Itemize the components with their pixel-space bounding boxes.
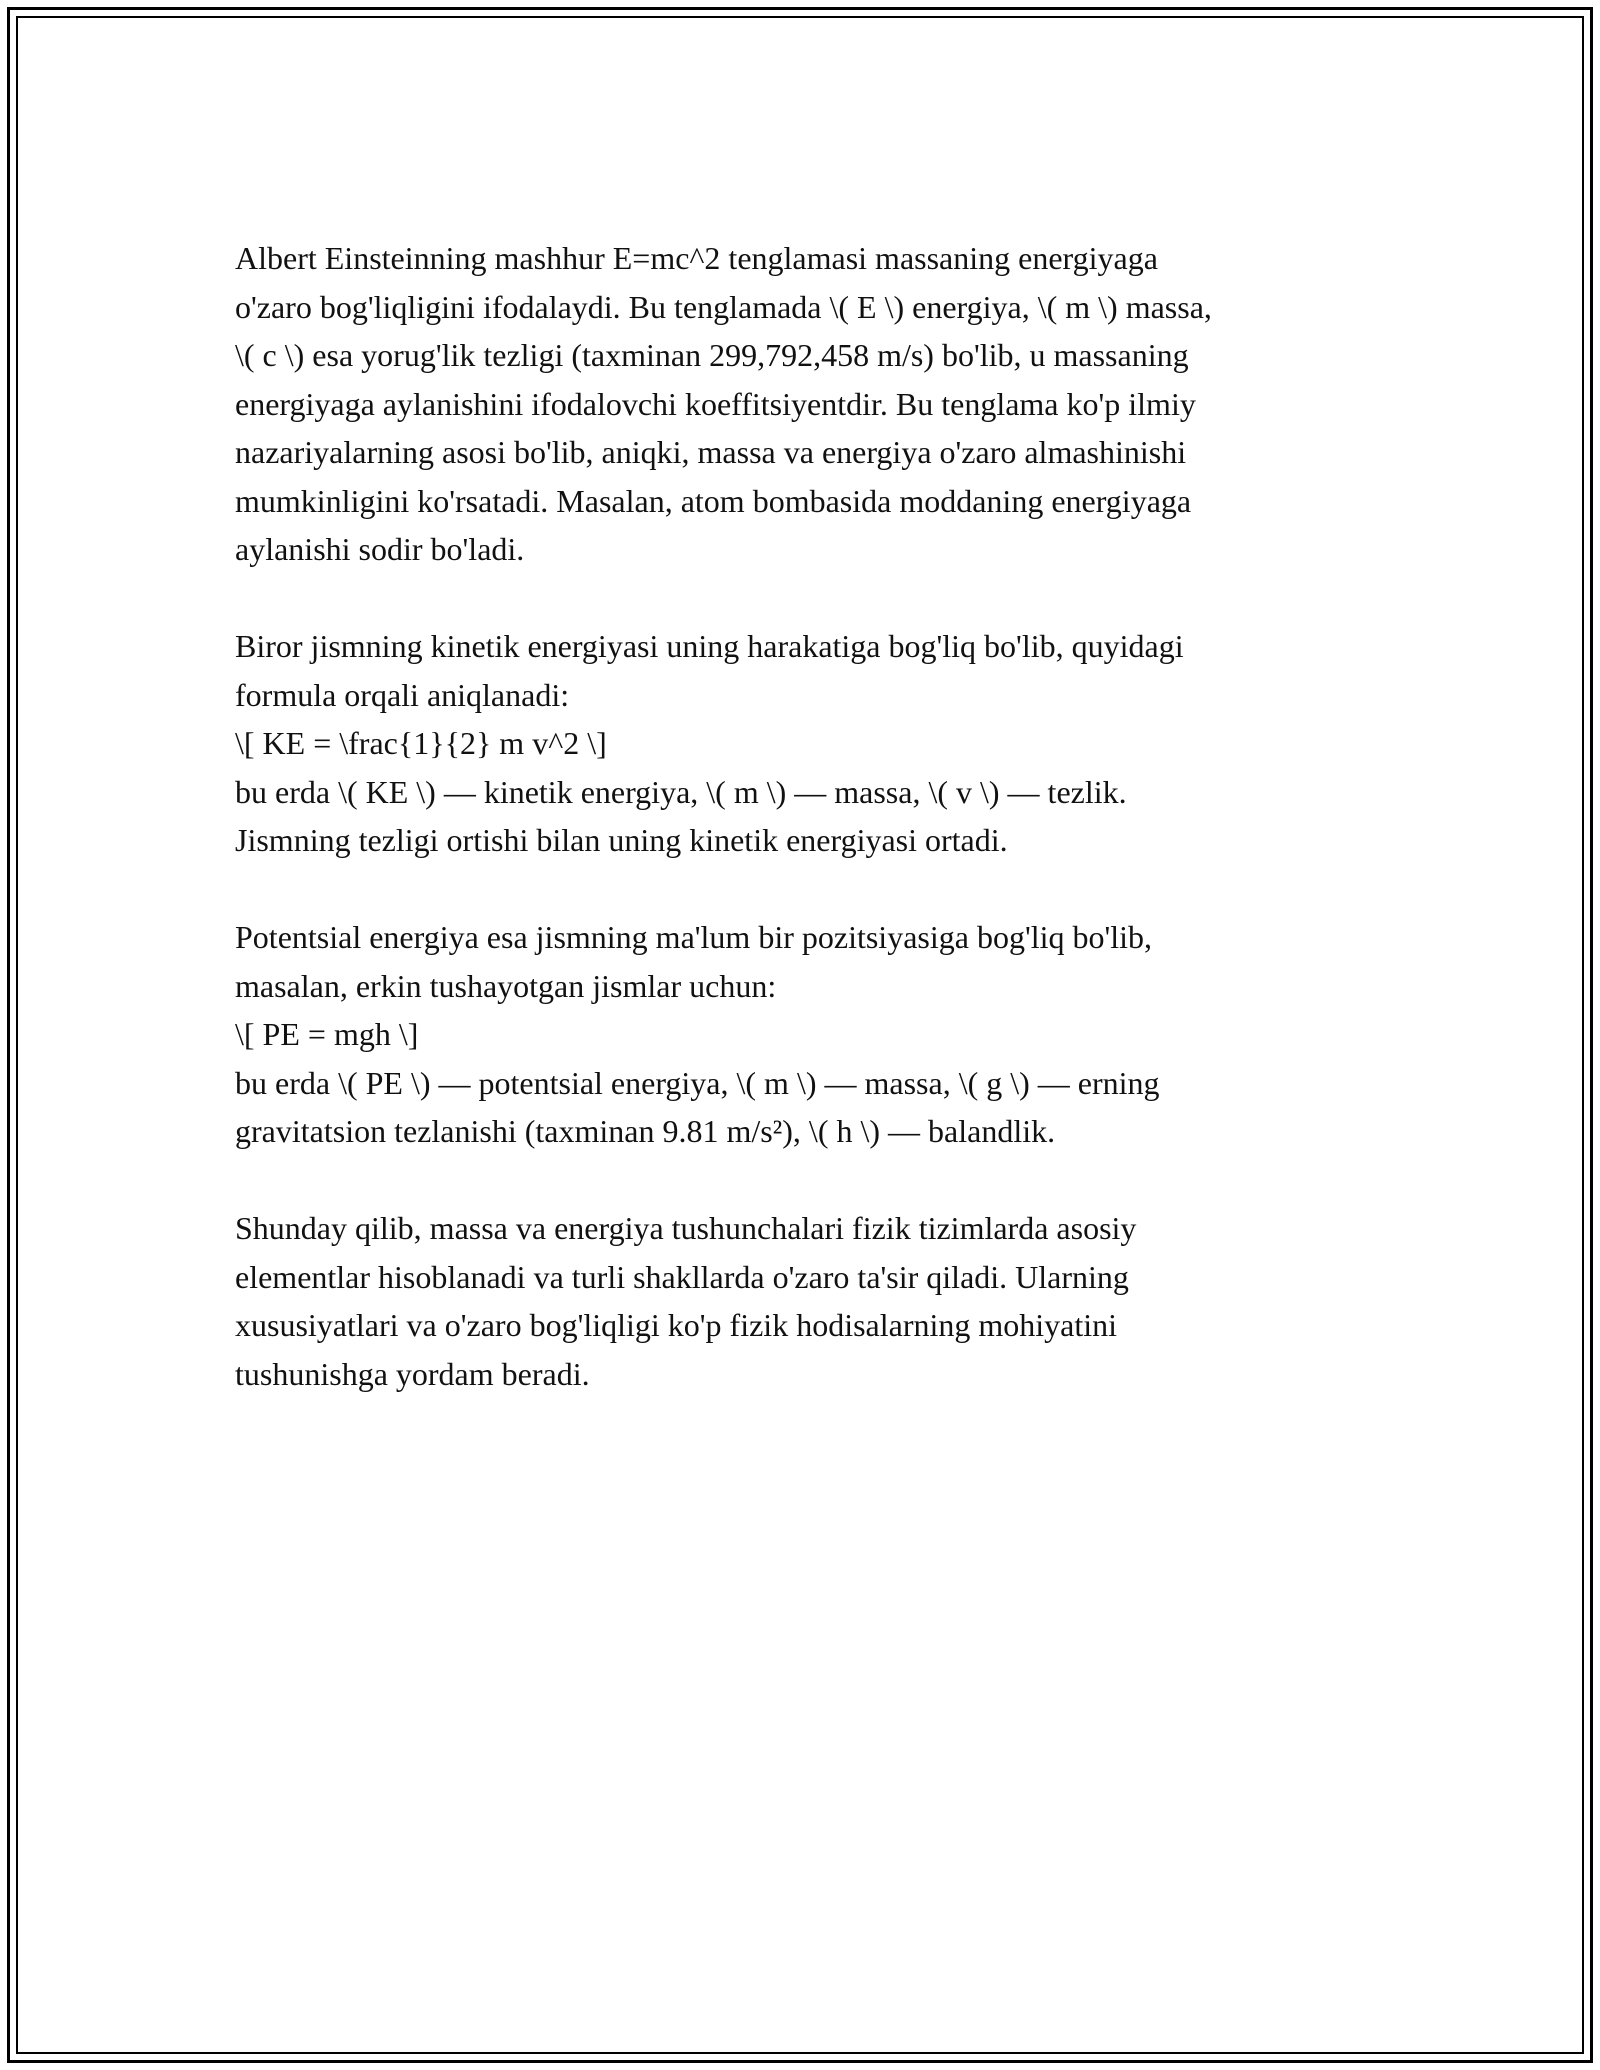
text-line: bu erda \( PE \) — potentsial energiya, \( m \) — massa, \( g \) — erning [235, 1064, 1160, 1101]
text-line: Biror jismning kinetik energiyasi uning harakatiga bog'liq bo'lib, quyidagi [235, 628, 1184, 664]
text-line: Shunday qilib, massa va energiya tushunchalari fizik tizimlarda asosiy [235, 1210, 1137, 1246]
text-line: bu erda \( KE \) — kinetik energiya, \( m \) — massa, \( v \) — tezlik. [235, 773, 1127, 810]
text-line: Jismning tezligi ortishi bilan uning kinetik energiyasi ortadi. [235, 822, 1008, 858]
text-line: gravitatsion tezlanishi (taxminan 9.81 m/s²), \( h \) — balandlik. [235, 1113, 1056, 1149]
text-line: masalan, erkin tushayotgan jismlar uchun: [235, 967, 777, 1004]
paragraph-einstein [235, 234, 1375, 574]
text-line: tushunishga yordam beradi. [235, 1355, 590, 1392]
text-line: energiyaga aylanishini ifodalovchi koeffitsiyentdir. Bu tenglama ko'p ilmiy [235, 385, 1196, 422]
formula-line: \[ PE = mgh \] [235, 1016, 419, 1052]
text-line: mumkinligini ko'rsatadi. Masalan, atom bombasida moddaning energiyaga [235, 482, 1192, 519]
text-line: aylanishi sodir bo'ladi. [235, 531, 525, 567]
text-line: Potentsial energiya esa jismning ma'lum bir pozitsiyasiga bog'liq bo'lib, [235, 919, 1153, 955]
document-body [235, 234, 1375, 1447]
formula-line: \[ KE = \frac{1}{2} m v^2 \] [235, 725, 607, 761]
text-line: o'zaro bog'liqligini ifodalaydi. Bu tenglamada \( E \) energiya, \( m \) massa, [235, 288, 1212, 325]
text-line: Albert Einsteinning mashhur E=mc^2 tenglamasi massaning energiyaga [235, 240, 1158, 276]
text-line: \( c \) esa yorug'lik tezligi (taxminan 299,792,458 m/s) bo'lib, u massaning [235, 337, 1189, 373]
paragraph-potential-energy [235, 913, 1375, 1156]
text-line: formula orqali aniqlanadi: [235, 676, 570, 713]
paragraph-kinetic-energy [235, 622, 1375, 865]
text-line: elementlar hisoblanadi va turli shakllarda o'zaro ta'sir qiladi. Ularning [235, 1258, 1129, 1295]
paragraph-conclusion [235, 1204, 1375, 1398]
text-line: nazariyalarning asosi bo'lib, aniqki, massa va energiya o'zaro almashinishi [235, 434, 1187, 470]
text-line: xususiyatlari va o'zaro bog'liqligi ko'p fizik hodisalarning mohiyatini [235, 1307, 1118, 1343]
